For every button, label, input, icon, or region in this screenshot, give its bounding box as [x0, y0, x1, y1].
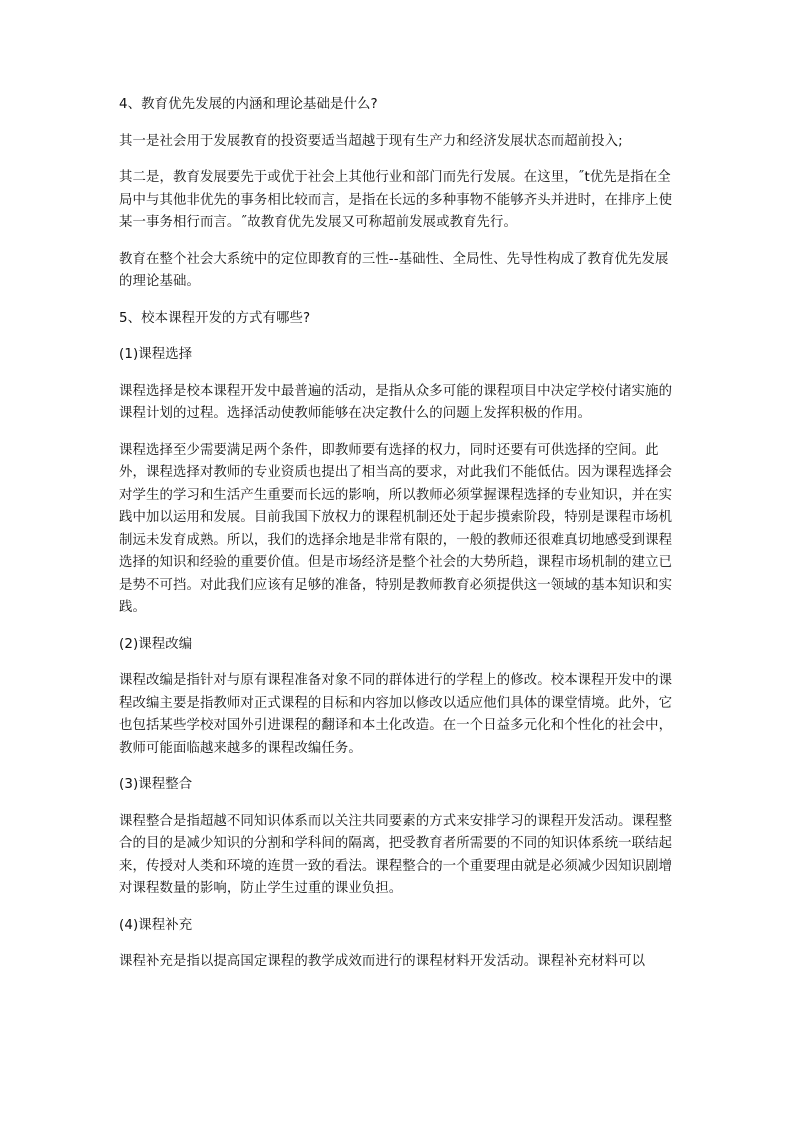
subheading-course-selection: (1)课程选择 — [119, 347, 193, 362]
paragraph: 课程补充是指以提高国定课程的教学成效而进行的课程材料开发活动。课程补充材料可以 — [119, 954, 646, 969]
document-body — [119, 94, 679, 974]
paragraph: 教育在整个社会大系统中的定位即教育的三性--基础性、全局性、先导性构成了教育优先发展的理论基础。 — [119, 251, 669, 289]
question-heading-5: 5、校本课程开发的方式有哪些? — [119, 310, 311, 326]
paragraph: 其二是，教育发展要先于或优于社会上其他行业和部门而先行发展。在这里，˝t优先是指在全局中与其他非优先的事务相比较而言，是指在长远的多种事物不能够齐头并进时，在排序上使某一事务相行而言。˝故教育优先发展又可称超前发展或教育先行。 — [119, 170, 673, 230]
subheading-course-integration: (3)课程整合 — [119, 777, 193, 792]
paragraph: 课程选择是校本课程开发中最普遍的活动，是指从众多可能的课程项目中决定学校付诸实施的课程计划的过程。选择活动使教师能够在决定教什么的问题上发挥积极的作用。 — [119, 383, 673, 421]
question-heading-4: 4、教育优先发展的内涵和理论基础是什么? — [119, 97, 378, 112]
paragraph: 课程选择至少需要满足两个条件，即教师要有选择的权力，同时还要有可供选择的空间。此外，课程选择对教师的专业资质也提出了相当高的要求，对此我们不能低估。因为课程选择会对学生的学习和生活产生重要而长远的影响，所以教师必须掌握课程选择的专业知识，并在实践中加以运用和发展。目前我国下放权力的课程机制还处于起步摸索阶段，特别是课程市场机制远未发育成熟。所以，我们的选择余地是非常有限的，一般的教师还很难真切地感受到课程选择的知识和经验的重要价值。但是市场经济是整个社会的大势所趋，课程市场机制的建立已是势不可挡。对此我们应该有足够的准备，特别是教师教育必须提供这一领域的基本知识和实践。 — [119, 442, 673, 615]
subheading-course-supplement: (4)课程补充 — [119, 917, 193, 933]
paragraph: 其一是社会用于发展教育的投资要适当超越于现有生产力和经济发展状态而超前投入; — [119, 133, 623, 149]
paragraph: 课程整合是指超越不同知识体系而以关注共同要素的方式来安排学习的课程开发活动。课程整合的目的是减少知识的分割和学科间的隔离，把受教育者所需要的不同的知识体系统一联结起来，传授对人类和环境的连贯一致的看法。课程整合的一个重要理由就是必须减少因知识剧增对课程数量的影响，防止学生过重的课业负担。 — [119, 813, 673, 896]
subheading-course-adaptation: (2)课程改编 — [119, 636, 193, 652]
paragraph: 课程改编是指针对与原有课程准备对象不同的群体进行的学程上的修改。校本课程开发中的课程改编主要是指教师对正式课程的目标和内容加以修改以适应他们具体的课堂情境。此外，它也包括某些学校对国外引进课程的翻译和本土化改造。在一个日益多元化和个性化的社会中，教师可能面临越来越多的课程改编任务。 — [119, 673, 673, 756]
